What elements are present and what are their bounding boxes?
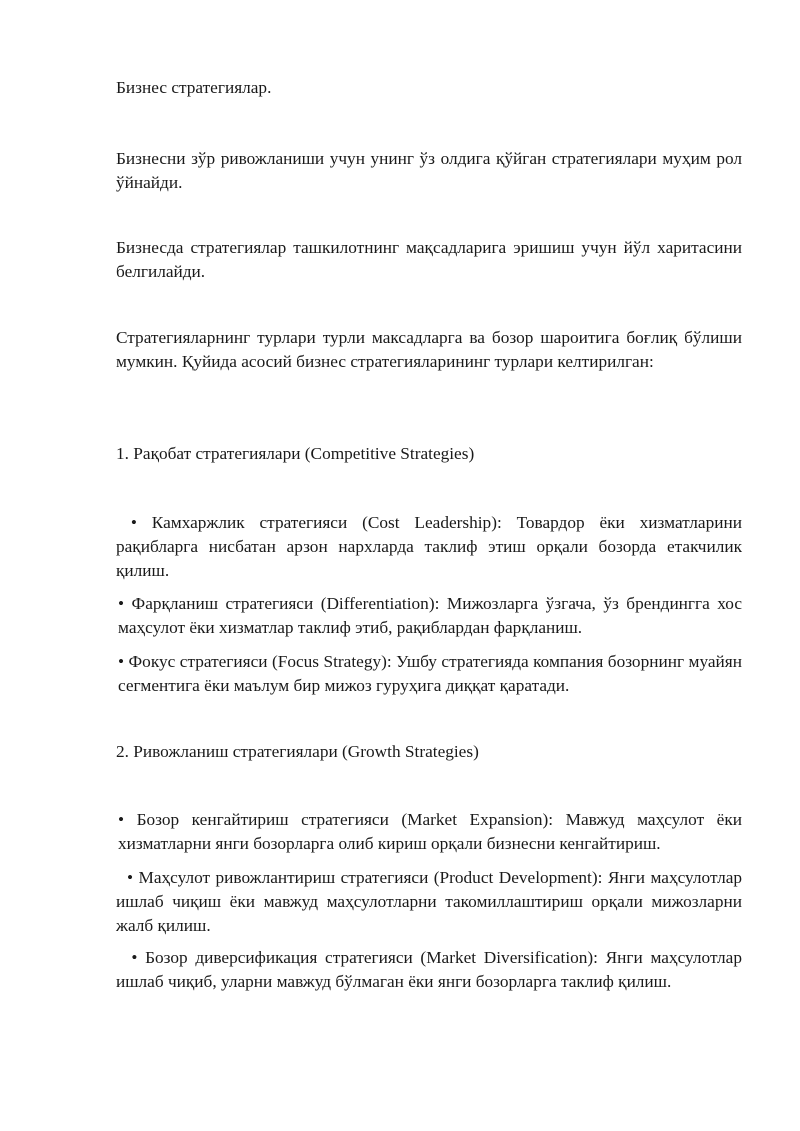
bullet-focus: • Фокус стратегияси (Focus Strategy): Ушбу стратегияда компания бозорнинг муайян сегментига ёки маълум бир мижоз гуруҳига диққат қаратади. [118,652,742,695]
paragraph-2: Бизнесда стратегиялар ташкилотнинг мақсадларига эришиш учун йўл харитасини белгилайди. [116,238,742,281]
paragraph-1: Бизнесни зўр ривожланиши учун унинг ўз олдига қўйган стратегиялари муҳим рол ўйнайди. [116,149,742,192]
bullet-market-diversification: • Бозор диверсификация стратегияси (Market Diversification): Янги маҳсулотлар ишлаб чиқиб, уларни мавжуд бўлмаган ёки янги бозорларга таклиф қилиш. [116,948,747,991]
section-heading-competitive: 1. Рақобат стратегиялари (Competitive Strategies) [116,444,475,463]
section-heading-growth: 2. Ривожланиш стратегиялари (Growth Strategies) [116,742,479,761]
bullet-cost-leadership: • Камхаржлик стратегияси (Cost Leadership): Товардор ёки хизматларини рақибларга нисбатан арзон нархларда таклиф этиш орқали бозорда етакчилик қилиш. [116,513,747,580]
bullet-product-development: • Маҳсулот ривожлантириш стратегияси (Product Development): Янги маҳсулотлар ишлаб чиқиш ёки мавжуд маҳсулотларни такомиллаштириш орқали мижозларни жалб қилиш. [116,868,747,935]
bullet-market-expansion: • Бозор кенгайтириш стратегияси (Market Expansion): Мавжуд маҳсулот ёки хизматларни янги бозорларга олиб кириш орқали бизнесни кенгайтириш. [118,810,742,853]
paragraph-3: Стратегияларнинг турлари турли максадларга ва бозор шароитига боғлиқ бўлиши мумкин. Қуйида асосий бизнес стратегияларининг турлари келтирилган: [116,328,742,371]
bullet-differentiation: • Фарқланиш стратегияси (Differentiation): Мижозларга ўзгача, ўз брендингга хос маҳсулот ёки хизматлар таклиф этиб, рақиблардан фарқланиш. [118,594,742,637]
document-title: Бизнес стратегиялар. [116,78,272,97]
